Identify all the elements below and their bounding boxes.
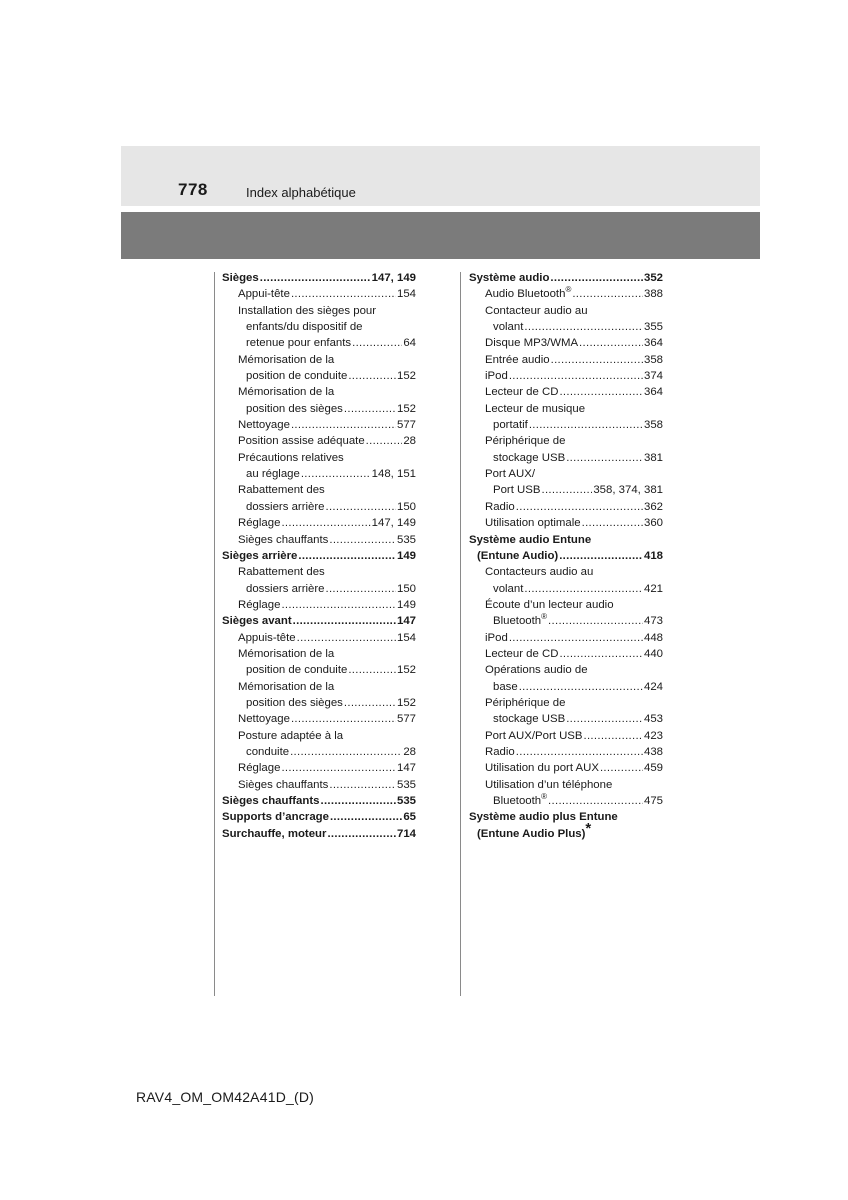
index-entry	[222, 809, 416, 825]
page-reference: 152	[396, 696, 416, 709]
index-subentry	[222, 581, 416, 597]
entry-text: Bluetooth®	[493, 612, 548, 628]
index-entry	[469, 819, 663, 842]
entry-text: Port AUX/	[485, 468, 536, 481]
dot-leader	[301, 466, 371, 482]
index-subentry	[469, 679, 663, 695]
entry-text: (Entune Audio)	[477, 549, 559, 562]
dot-leader	[327, 826, 396, 842]
dot-leader	[291, 286, 396, 302]
index-subentry	[222, 384, 416, 400]
index-subentry	[469, 433, 663, 449]
entry-text: stockage USB	[493, 451, 566, 464]
index-entry	[222, 548, 416, 564]
dot-leader	[509, 630, 643, 646]
dot-leader	[298, 548, 396, 564]
dot-leader	[559, 384, 643, 400]
page-reference: 364	[643, 337, 663, 350]
index-subentry	[469, 384, 663, 400]
dot-leader	[548, 793, 643, 809]
entry-text: Nettoyage	[238, 713, 290, 726]
index-subentry	[222, 303, 416, 319]
index-subentry	[469, 417, 663, 433]
index-subentry	[222, 646, 416, 662]
page-reference: 152	[396, 664, 416, 677]
index-subentry	[469, 646, 663, 662]
entry-text: volant	[493, 582, 524, 595]
entry-text: au réglage	[246, 468, 300, 481]
dot-leader	[509, 368, 643, 384]
index-subentry	[469, 695, 663, 711]
entry-text: conduite	[246, 745, 290, 758]
entry-text: Mémorisation de la	[238, 353, 335, 366]
index-entry	[469, 532, 663, 548]
index-subentry	[222, 532, 416, 548]
index-subentry	[222, 352, 416, 368]
entry-text: Mémorisation de la	[238, 386, 335, 399]
index-subentry	[222, 482, 416, 498]
index-subentry	[222, 711, 416, 727]
entry-text: dossiers arrière	[246, 500, 325, 513]
entry-text: Sièges arrière	[222, 549, 298, 562]
entry-text: Rabattement des	[238, 566, 325, 579]
index-subentry	[222, 401, 416, 417]
dot-leader	[344, 401, 396, 417]
index-subentry	[469, 401, 663, 417]
entry-text: Système audio	[469, 272, 550, 284]
dot-leader	[579, 335, 643, 351]
page-reference: 374	[643, 370, 663, 383]
entry-text: Bluetooth®	[493, 792, 548, 807]
dot-leader	[572, 286, 643, 302]
index-subentry	[469, 630, 663, 646]
page-reference: 65	[403, 811, 416, 824]
entry-text: position des sièges	[246, 696, 343, 709]
index-entry	[469, 548, 663, 564]
entry-text: Système audio plus Entune	[469, 811, 618, 824]
index-subentry	[469, 777, 663, 793]
index-subentry	[222, 777, 416, 793]
index-subentry	[469, 564, 663, 580]
dot-leader	[291, 417, 396, 433]
index-subentry	[469, 482, 663, 498]
entry-text: Nettoyage	[238, 419, 290, 432]
index-subentry	[222, 319, 416, 335]
page-reference: 438	[643, 745, 663, 758]
index-subentry	[469, 352, 663, 368]
dot-leader	[329, 532, 396, 548]
dot-leader	[516, 499, 643, 515]
index-subentry	[222, 286, 416, 302]
index-entry	[469, 809, 663, 825]
page-number: 778	[178, 180, 208, 199]
index-subentry	[469, 319, 663, 335]
index-subentry	[222, 433, 416, 449]
entry-text: Lecteur de musique	[485, 402, 586, 415]
entry-text: Entrée audio	[485, 353, 550, 366]
entry-text: Écoute d’un lecteur audio	[485, 598, 614, 611]
dot-leader	[551, 352, 643, 368]
index-subentry	[469, 581, 663, 597]
index-entry	[469, 270, 663, 286]
entry-text: Radio	[485, 500, 515, 513]
entry-text: Radio	[485, 745, 515, 758]
page-reference: 147, 149	[371, 272, 416, 284]
dot-leader	[519, 679, 643, 695]
document-code: RAV4_OM_OM42A41D_(D)	[136, 1089, 315, 1105]
page-reference: 358, 374, 381	[593, 484, 663, 497]
page-reference: 355	[643, 321, 663, 334]
index-subentry	[469, 466, 663, 482]
entry-text: Périphérique de	[485, 696, 566, 709]
header-dark-band	[121, 212, 760, 259]
index-subentry	[222, 466, 416, 482]
registered-mark: ®	[541, 792, 548, 801]
index-subentry	[222, 417, 416, 433]
dot-leader	[281, 515, 370, 531]
dot-leader	[348, 662, 396, 678]
index-subentry	[469, 286, 663, 302]
entry-text: stockage USB	[493, 713, 566, 726]
entry-text: Sièges chauffants	[238, 778, 329, 791]
dot-leader	[344, 695, 396, 711]
entry-text: Contacteurs audio au	[485, 566, 594, 579]
entry-text: Sièges avant	[222, 615, 292, 628]
page-reference: 535	[396, 533, 416, 546]
index-subentry	[222, 499, 416, 515]
dot-leader	[290, 744, 402, 760]
entry-text: dossiers arrière	[246, 582, 325, 595]
entry-text: retenue pour enfants	[246, 337, 352, 350]
page-reference: 28	[403, 435, 416, 448]
index-column-left	[222, 270, 416, 842]
entry-text: Disque MP3/WMA	[485, 337, 579, 350]
entry-text: Supports d’ancrage	[222, 811, 329, 824]
registered-mark: ®	[541, 612, 548, 622]
page-reference: 577	[396, 713, 416, 726]
entry-text: Appuis-tête	[238, 631, 296, 644]
dot-leader	[550, 270, 643, 286]
index-subentry	[222, 744, 416, 760]
dot-leader	[281, 597, 396, 613]
entry-text: Lecteur de CD	[485, 386, 559, 399]
page-reference: 364	[643, 386, 663, 399]
entry-text: Posture adaptée à la	[238, 729, 344, 742]
dot-leader	[291, 711, 396, 727]
entry-text: Système audio Entune	[469, 533, 592, 546]
dot-leader	[366, 433, 403, 449]
entry-text: Audio Bluetooth®	[485, 285, 572, 301]
dot-leader	[326, 581, 396, 597]
entry-text: Installation des sièges pour	[238, 304, 377, 317]
index-subentry	[469, 597, 663, 613]
entry-text: Utilisation d’un téléphone	[485, 778, 613, 791]
entry-text: (Entune Audio Plus)*	[477, 819, 592, 840]
entry-text: position des sièges	[246, 402, 343, 415]
entry-text: Utilisation optimale	[485, 517, 581, 530]
index-subentry	[469, 515, 663, 531]
page-reference: 150	[396, 500, 416, 513]
page-reference: 424	[643, 680, 663, 693]
index-entry	[222, 270, 416, 286]
entry-text: Sièges chauffants	[238, 533, 329, 546]
entry-text: base	[493, 680, 518, 693]
index-entry	[222, 613, 416, 629]
page-reference: 64	[403, 337, 416, 350]
registered-mark: ®	[565, 285, 572, 295]
page-reference: 147	[396, 615, 416, 628]
entry-text: portatif	[493, 419, 528, 432]
page-reference: 358	[643, 419, 663, 432]
entry-text: Contacteur audio au	[485, 304, 588, 317]
entry-text: enfants/du dispositif de	[246, 321, 363, 334]
dot-leader	[584, 728, 643, 744]
page-reference: 535	[396, 795, 416, 807]
index-subentry	[222, 450, 416, 466]
entry-text: Réglage	[238, 517, 281, 530]
entry-text: iPod	[485, 370, 508, 383]
page-reference: 421	[643, 582, 663, 595]
dot-leader	[600, 760, 643, 776]
page-reference: 535	[396, 778, 416, 791]
dot-leader	[330, 809, 402, 825]
index-subentry	[222, 515, 416, 531]
index-subentry	[469, 711, 663, 727]
entry-text: Appui-tête	[238, 288, 290, 301]
page-reference: 418	[643, 549, 663, 562]
index-subentry	[469, 662, 663, 678]
dot-leader	[352, 335, 402, 351]
index-subentry	[222, 564, 416, 580]
entry-text: Mémorisation de la	[238, 647, 335, 660]
index-column-right	[469, 270, 663, 842]
page-reference: 440	[643, 647, 663, 660]
dot-leader	[293, 613, 396, 629]
index-subentry	[222, 760, 416, 776]
index-subentry	[469, 744, 663, 760]
index-subentry	[222, 335, 416, 351]
dot-leader	[566, 450, 643, 466]
page-reference: 473	[643, 615, 663, 628]
dot-leader	[524, 319, 643, 335]
page-reference: 352	[643, 272, 663, 284]
entry-text: Sièges chauffants	[222, 795, 320, 807]
index-subentry	[469, 303, 663, 319]
entry-text: Réglage	[238, 762, 281, 775]
page-reference: 453	[643, 713, 663, 726]
entry-text: iPod	[485, 631, 508, 644]
page-reference: 149	[396, 549, 416, 562]
entry-text: Réglage	[238, 598, 281, 611]
dot-leader	[326, 499, 396, 515]
entry-text: Lecteur de CD	[485, 647, 559, 660]
entry-text: Rabattement des	[238, 484, 325, 497]
entry-text: Surchauffe, moteur	[222, 827, 327, 840]
entry-text: Port AUX/Port USB	[485, 729, 583, 742]
page-reference: 714	[396, 827, 416, 840]
entry-text: Port USB	[493, 484, 541, 497]
index-entry	[222, 826, 416, 842]
dot-leader	[559, 646, 643, 662]
page-reference: 423	[643, 729, 663, 742]
index-subentry	[222, 695, 416, 711]
page-reference: 577	[396, 419, 416, 432]
index-entry	[222, 793, 416, 809]
dot-leader	[281, 760, 396, 776]
index-subentry	[469, 335, 663, 351]
page-reference: 475	[643, 795, 663, 807]
page-reference: 152	[396, 370, 416, 383]
index-subentry	[222, 662, 416, 678]
page-title: Index alphabétique	[246, 185, 356, 200]
entry-text: Position assise adéquate	[238, 435, 365, 448]
entry-text: Précautions relatives	[238, 451, 344, 464]
dot-leader	[559, 548, 643, 564]
dot-leader	[329, 777, 396, 793]
dot-leader	[582, 515, 643, 531]
page-reference: 360	[643, 517, 663, 530]
dot-leader	[516, 744, 643, 760]
page-reference: 152	[396, 402, 416, 415]
entry-text: Utilisation du port AUX	[485, 762, 599, 775]
dot-leader	[541, 482, 592, 498]
entry-text: Périphérique de	[485, 435, 566, 448]
asterisk-mark: *	[585, 819, 592, 837]
index-subentry	[469, 368, 663, 384]
index-subentry	[469, 499, 663, 515]
column-divider-right	[460, 272, 461, 996]
page-reference: 147	[396, 762, 416, 775]
page-reference: 28	[403, 745, 416, 758]
header-band	[121, 146, 760, 206]
page-reference: 459	[643, 762, 663, 775]
index-subentry	[469, 728, 663, 744]
dot-leader	[548, 613, 643, 629]
page-reference: 154	[396, 288, 416, 301]
column-divider-left	[214, 272, 215, 996]
dot-leader	[260, 270, 371, 286]
index-subentry	[469, 613, 663, 629]
page-reference: 448	[643, 631, 663, 644]
index-subentry	[469, 760, 663, 776]
index-subentry	[222, 728, 416, 744]
dot-leader	[529, 417, 643, 433]
index-subentry	[469, 793, 663, 809]
page-reference: 149	[396, 598, 416, 611]
entry-text: position de conduite	[246, 664, 348, 677]
entry-text: Sièges	[222, 272, 259, 284]
index-subentry	[222, 368, 416, 384]
page-reference: 362	[643, 500, 663, 513]
dot-leader	[320, 793, 396, 809]
page-reference: 147, 149	[371, 517, 416, 530]
index-subentry	[222, 597, 416, 613]
entry-text: Opérations audio de	[485, 664, 588, 677]
page-reference: 388	[643, 288, 663, 301]
index-subentry	[469, 450, 663, 466]
page-reference: 358	[643, 353, 663, 366]
dot-leader	[297, 630, 396, 646]
entry-text: Mémorisation de la	[238, 680, 335, 693]
page-reference: 381	[643, 451, 663, 464]
page-reference: 150	[396, 582, 416, 595]
entry-text: volant	[493, 321, 524, 334]
index-subentry	[222, 630, 416, 646]
dot-leader	[348, 368, 396, 384]
page-reference: 148, 151	[371, 468, 416, 481]
dot-leader	[566, 711, 643, 727]
index-subentry	[222, 679, 416, 695]
entry-text: position de conduite	[246, 370, 348, 383]
dot-leader	[524, 581, 643, 597]
page-reference: 154	[396, 631, 416, 644]
